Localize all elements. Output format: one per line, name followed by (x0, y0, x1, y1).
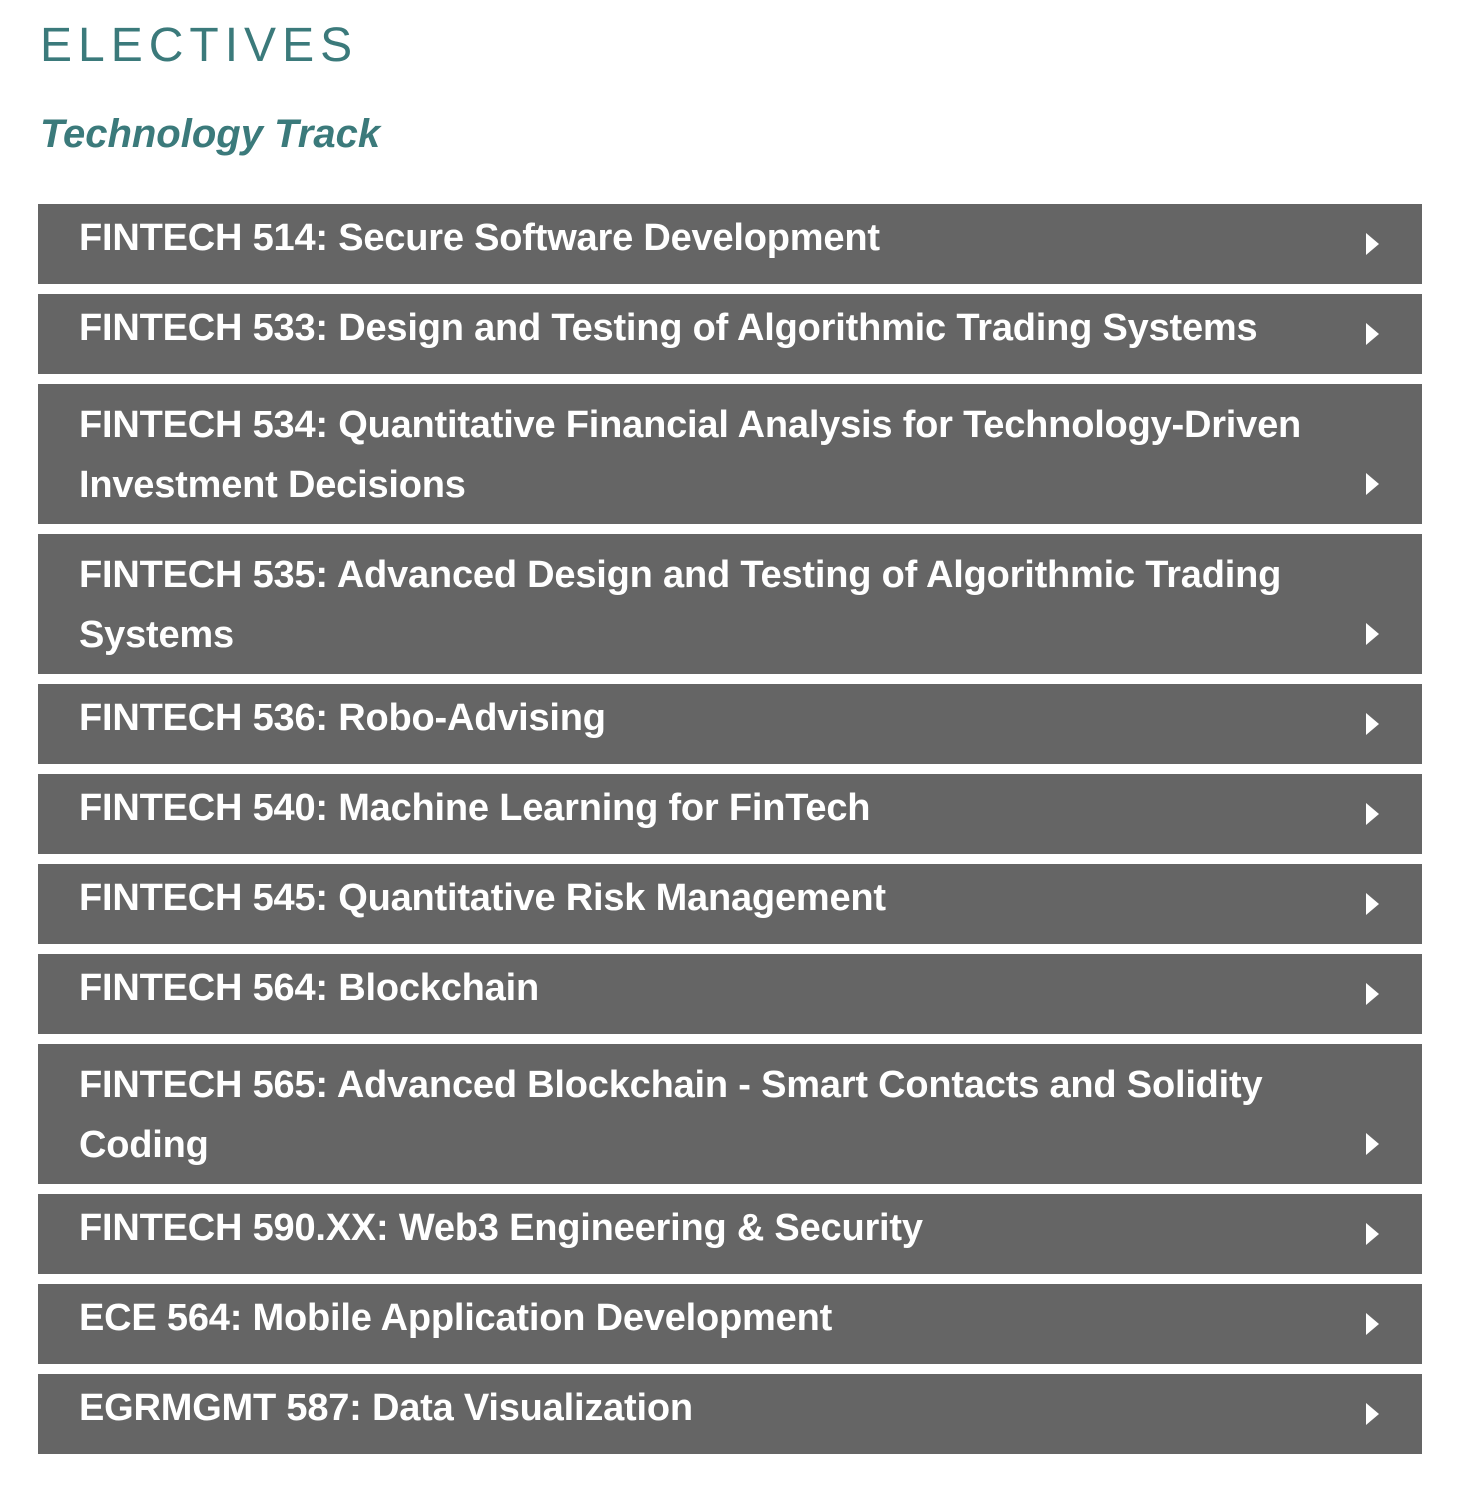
caret-right-icon (1366, 1313, 1379, 1335)
course-item-fintech-565[interactable] (38, 1044, 1422, 1184)
course-item-fintech-533[interactable] (38, 294, 1422, 374)
caret-right-icon (1366, 803, 1379, 825)
track-heading: Technology Track (40, 112, 381, 156)
course-item-fintech-535[interactable] (38, 534, 1422, 674)
caret-right-icon (1366, 1403, 1379, 1425)
course-item-label: FINTECH 514: Secure Software Development (79, 217, 880, 259)
caret-right-icon (1366, 473, 1379, 495)
caret-right-icon (1366, 713, 1379, 735)
course-item-fintech-564[interactable] (38, 954, 1422, 1034)
caret-right-icon (1366, 983, 1379, 1005)
course-item-label: FINTECH 540: Machine Learning for FinTech (79, 787, 871, 829)
course-item-label: FINTECH 536: Robo-Advising (79, 697, 606, 739)
course-item-label: FINTECH 535: Advanced Design and Testing of Algorithmic Trading Systems (79, 554, 1282, 656)
caret-right-icon (1366, 1133, 1379, 1155)
course-item-label: FINTECH 565: Advanced Blockchain - Smart Contacts and Solidity Coding (79, 1064, 1263, 1166)
caret-right-icon (1366, 1223, 1379, 1245)
course-item-label: FINTECH 590.XX: Web3 Engineering & Security (79, 1207, 923, 1249)
course-item-label: FINTECH 564: Blockchain (79, 967, 539, 1009)
caret-right-icon (1366, 893, 1379, 915)
course-item-label: FINTECH 534: Quantitative Financial Analysis for Technology-Driven Investment Decisions (79, 404, 1302, 506)
course-item-label: FINTECH 533: Design and Testing of Algorithmic Trading Systems (79, 307, 1258, 349)
caret-right-icon (1366, 233, 1379, 255)
course-item-label: ECE 564: Mobile Application Development (79, 1297, 833, 1339)
course-item-fintech-590[interactable] (38, 1194, 1422, 1274)
course-item-ece-564[interactable] (38, 1284, 1422, 1364)
caret-right-icon (1366, 623, 1379, 645)
section-heading: ELECTIVES (40, 19, 359, 72)
course-item-fintech-534[interactable] (38, 384, 1422, 524)
course-item-egrmgmt-587[interactable] (38, 1374, 1422, 1454)
course-item-fintech-536[interactable] (38, 684, 1422, 764)
course-item-label: EGRMGMT 587: Data Visualization (79, 1387, 693, 1429)
course-item-fintech-545[interactable] (38, 864, 1422, 944)
course-accordion (38, 204, 1422, 1454)
caret-right-icon (1366, 323, 1379, 345)
course-item-fintech-514[interactable] (38, 204, 1422, 284)
course-item-fintech-540[interactable] (38, 774, 1422, 854)
course-item-label: FINTECH 545: Quantitative Risk Management (79, 877, 886, 919)
